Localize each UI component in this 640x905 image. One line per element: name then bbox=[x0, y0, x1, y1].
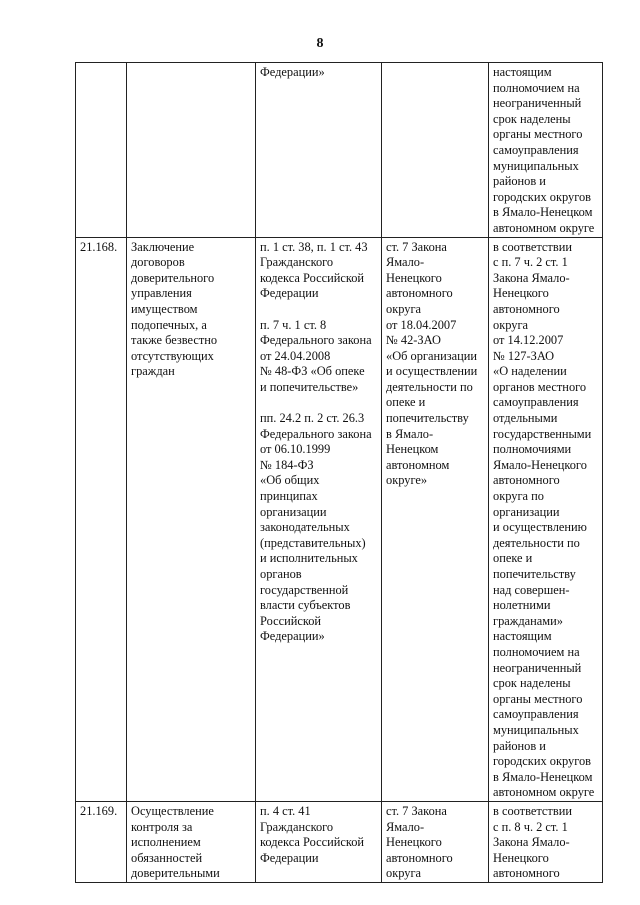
row-number-cell: 21.168. bbox=[76, 237, 127, 801]
subject-cell bbox=[127, 63, 256, 238]
powers-table bbox=[75, 62, 603, 883]
table-row bbox=[76, 63, 603, 238]
table-row bbox=[76, 801, 603, 882]
regional-basis-cell: ст. 7 Закона Ямало- Ненецкого автономного округа от 18.04.2007 № 42-ЗАО «Об организации и осуществлении деятельности по опеке и попечительству в Ямало- Ненецком автономном округе» bbox=[382, 237, 489, 801]
page-number: 8 bbox=[316, 36, 324, 51]
federal-basis-cell: п. 1 ст. 38, п. 1 ст. 43 Гражданского кодекса Российской Федерации п. 7 ч. 1 ст. 8 Федерального закона от 24.04.2008 № 48-ФЗ «Об опеке и попечительстве» пп. 24.2 п. 2 ст. 26.3 Федерального закона от 06.10.1999 № 184-ФЗ «Об общих принципах организации законодательных (представительных) и исполнительных органов государственной власти субъектов Российской Федерации» bbox=[256, 237, 382, 801]
transfer-basis-cell: в соответствии с п. 8 ч. 2 ст. 1 Закона Ямало- Ненецкого автономного bbox=[489, 801, 603, 882]
transfer-basis-cell: в соответствии с п. 7 ч. 2 ст. 1 Закона Ямало- Ненецкого автономного округа от 14.12.2007 № 127-ЗАО «О наделении органов местного самоуправления отдельными государственными полномочиями Ямало-Ненецкого автономного округа по организации и осуществлению деятельности по опеке и попечительству над совершен- нолетними гражданами» настоящим полномочием на неограниченный срок наделены органы местного самоуправления муниципальных районов и городских округов в Ямало-Ненецком автономном округе bbox=[489, 237, 603, 801]
regional-basis-cell: ст. 7 Закона Ямало- Ненецкого автономного округа bbox=[382, 801, 489, 882]
subject-cell: Осуществление контроля за исполнением обязанностей доверительными bbox=[127, 801, 256, 882]
regional-basis-cell bbox=[382, 63, 489, 238]
federal-basis-cell: п. 4 ст. 41 Гражданского кодекса Российской Федерации bbox=[256, 801, 382, 882]
subject-cell: Заключение договоров доверительного управления имуществом подопечных, а также безвестно отсутствующих граждан bbox=[127, 237, 256, 801]
row-number-cell bbox=[76, 63, 127, 238]
row-number-cell: 21.169. bbox=[76, 801, 127, 882]
transfer-basis-cell: настоящим полномочием на неограниченный срок наделены органы местного самоуправления муниципальных районов и городских округов в Ямало-Ненецком автономном округе bbox=[489, 63, 603, 238]
federal-basis-cell: Федерации» bbox=[256, 63, 382, 238]
table-row bbox=[76, 237, 603, 801]
